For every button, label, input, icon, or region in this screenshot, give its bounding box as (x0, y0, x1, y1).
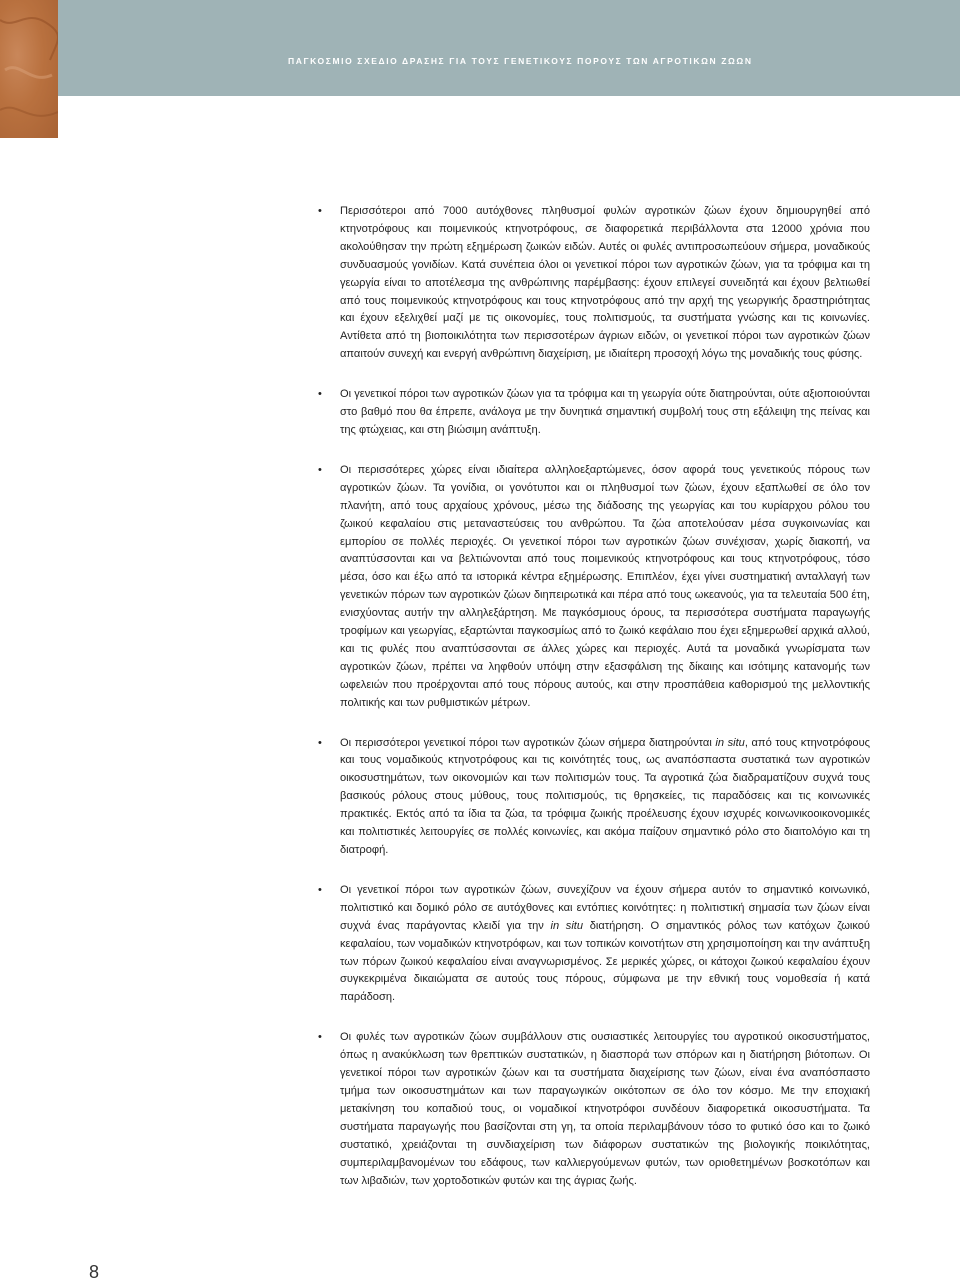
bullet-icon: • (318, 205, 322, 217)
bullet-paragraph (318, 462, 870, 713)
bullet-paragraph (318, 203, 870, 364)
header-photo (0, 0, 58, 138)
bullet-icon: • (318, 388, 322, 401)
header-band (0, 0, 960, 96)
header-title: ΠΑΓΚΟΣΜΙΟ ΣΧΕΔΙΟ ΔΡΑΣΗΣ ΓΙΑ ΤΟΥΣ ΓΕΝΕΤΙΚΟΥΣ ΠΟΡΟΥΣ ΤΩΝ ΑΓΡΟΤΙΚΩΝ ΖΩΩΝ (288, 56, 753, 66)
bullet-text: Οι φυλές των αγροτικών ζώων συμβάλλουν στις ουσιαστικές λειτουργίες του αγροτικού οικοσυστήματος, όπως η ανακύκλωση των θρεπτικών συστατικών, η διασπορά των σπόρων και η διατήρηση βιότοπων. Οι γενετικοί πόροι των αγροτικών ζώων και τα συστήματα διαχείρισης των ζώων, είναι ένα αναπόσπαστο τμήμα των οικοσυστημάτων και των παραγωγικών οικότοπων σε όλο τον κόσμο. Με την εποχιακή μετακίνηση του κοπαδιού τους, οι νομαδικοί κτηνοτρόφοι συνδέουν διαφορετικά οικοσυστήματα. Τα συστήματα παραγωγής που βασίζονται στη γη, τα οποία περιλαμβάνουν τόσο το φυτικό όσο και το ζωικό συστατικό, χρειάζονται τη συνδιαχείριση των διάφορων συστατικών της βιολογικής ποικιλότητας, συμπεριλαμβανομένων του εδάφους, των καλλιεργούμενων φυτών, των οριοθετημένων βοσκοτόπων και των λιβαδιών, των χορτοδοτικών φυτών και της άγριας ζωής. (340, 1031, 870, 1187)
bullet-paragraph (318, 735, 870, 860)
bullet-text: Περισσότεροι από 7000 αυτόχθονες πληθυσμοί φυλών αγροτικών ζώων έχουν δημιουργηθεί από κτηνοτρόφους και ποιμενικούς κτηνοτρόφους, σε διαφορετικά περιβάλλοντα στα 12000 χρόνια που ακολούθησαν την πρώτη εξημέρωση ζωικών ειδών. Αυτές οι φυλές αντιπροσωπεύουν σήμερα, μοναδικούς συνδυασμούς γονιδίων. Κατά συνέπεια όλοι οι γενετικοί πόροι των αγροτικών ζώων, για τα τρόφιμα και τη γεωργία είναι το αποτέλεσμα της ανθρώπινης παρέμβασης: έχουν επιλεγεί συνειδητά και έχουν βελτιωθεί από τους ποιμενικούς κτηνοτρόφους και τους κτηνοτρόφους από την αρχή της γεωργικής δραστηριότητας και έχουν εξελιχθεί μαζί με τις οικονομίες, τους πολιτισμούς, τα συστήματα γνώσης και τις κοινωνίες. Αντίθετα από τη βιοποικιλότητα των περισσοτέρων άγριων ειδών, οι γενετικοί πόροι των αγροτικών ζώων απαιτούν συνεχή και ενεργή ανθρώπινη διαχείριση, με ιδιαίτερη προσοχή λόγω της μοναδικής τους φύσης. (340, 205, 870, 361)
bullet-icon: • (318, 883, 322, 896)
bullet-text: Οι γενετικοί πόροι των αγροτικών ζώων για τα τρόφιμα και τη γεωργία ούτε διατηρούνται, ούτε αξιοποιούνται στο βαθμό που θα έπρεπε, ανάλογα με την δυνητικά σημαντική συμβολή τους στη εξάλειψη της πείνας και της φτώχειας, και στη βιώσιμη ανάπτυξη. (340, 388, 870, 436)
bullet-paragraph (318, 882, 870, 1007)
page-number: 8 (89, 1262, 100, 1282)
bullet-paragraph (318, 386, 870, 440)
bullet-text: Οι περισσότερες χώρες είναι ιδιαίτερα αλληλοεξαρτώμενες, όσον αφορά τους γενετικούς πόρους των αγροτικών ζώων. Τα γονίδια, οι γονότυποι και οι πληθυσμοί των ζώων, έχουν εξαπλωθεί σε όλο τον πλανήτη, από τους αρχαίους χρόνους, μέσω της διάδοσης της γεωργίας και του κυρίαρχου ρόλου του ζωικού κεφαλαίου στις μεταναστεύσεις του ανθρώπου. Τα ζώα αποτελούσαν μέσα συγκοινωνίας και εμπορίου σε πολλές περιοχές. Οι γενετικοί πόροι των αγροτικών ζώων συνέχισαν, χωρίς διακοπή, να αναπτύσσονται και να βελτιώνονται από τους ποιμενικούς κτηνοτρόφους και τους κτηνοτρόφους, τόσο μέσα, όσο και έξω από τα ιστορικά κέντρα εξημέρωσης. Επιπλέον, έχει γίνει συστηματική ανταλλαγή των γενετικών πόρων των αγροτικών ζώων διηπειρωτικά και πέρα από τους ωκεανούς, για τα τελευταία 500 έτη, ενισχύοντας αυτήν την αλληλεξάρτηση. Με παγκόσμιους όρους, τα περισσότερα συστήματα παραγωγής τροφίμων και γεωργίας, εξαρτώνται παγκοσμίως από το ζωικό κεφάλαιο που έχει εξημερωθεί αρχικά αλλού, και τις φυλές που αναπτύσσονται σε άλλες χώρες και περιοχές. Αυτά τα μοναδικά γνωρίσματα των αγροτικών ζώων, πρέπει να ληφθούν υπόψη στην εξασφάλιση της δίκαιης και ισότιμης κατανομής των ωφελειών που προέρχονται από τους πόρους αυτούς, και στην προσπάθεια καθορισμού της μελλοντικής πολιτικής και των ρυθμιστικών μέτρων. (340, 463, 870, 709)
bullet-text: Οι περισσότεροι γενετικοί πόροι των αγροτικών ζώων σήμερα διατηρούνται in situ, από τους κτηνοτρόφους και τους νομαδικούς κτηνοτρόφους και τις κοινότητές τους, ως αναπόσπαστα συστατικά των αγροτικών οικοσυστημάτων, των οικονομιών και των πολιτισμών τους. Τα αγροτικά ζώα διαδραματίζουν συχνά τους βασικούς ρόλους στους μύθους, τους πολιτισμούς, τις θρησκείες, τις παραδόσεις και τις κοινωνικές πρακτικές. Εκτός από τα ίδια τα ζώα, τα τρόφιμα ζωικής προέλευσης έχουν ισχυρές κοινωνικοοικονομικές και πολιτιστικές λειτουργίες σε πολλές κοινωνίες, και ακόμα παίζουν σημαντικό ρόλο στο διαιτολόγιο και τη διατροφή. (340, 736, 870, 856)
bullet-icon: • (318, 1031, 322, 1044)
bullet-icon: • (318, 463, 322, 476)
content-body (318, 203, 870, 1212)
bullet-paragraph (318, 1029, 870, 1190)
bullet-text: Οι γενετικοί πόροι των αγροτικών ζώων, συνεχίζουν να έχουν σήμερα αυτόν το σημαντικό κοινωνικό, πολιτιστικό και δομικό ρόλο σε αυτόχθονες και εντόπιες κοινότητες: η πολιτιστική σημασία των ζώων είναι συχνά ένας παράγοντας κλειδί για την in situ διατήρηση. Ο σημαντικός ρόλος των κατόχων ζωικού κεφαλαίου, των νομαδικών κτηνοτρόφων, και των τοπικών κοινοτήτων στη χρησιμοποίηση και την ανάπτυξη των πόρων ζωικού κεφαλαίου είναι αναγνωρισμένος. Σε μερικές χώρες, οι κάτοχοι ζωικού κεφαλαίου έχουν συγκεκριμένα δικαιώματα σε αυτούς τους πόρους, σύμφωνα με την εθνική τους νομοθεσία ή κατά παράδοση. (340, 883, 870, 1004)
bullet-icon: • (318, 736, 322, 749)
